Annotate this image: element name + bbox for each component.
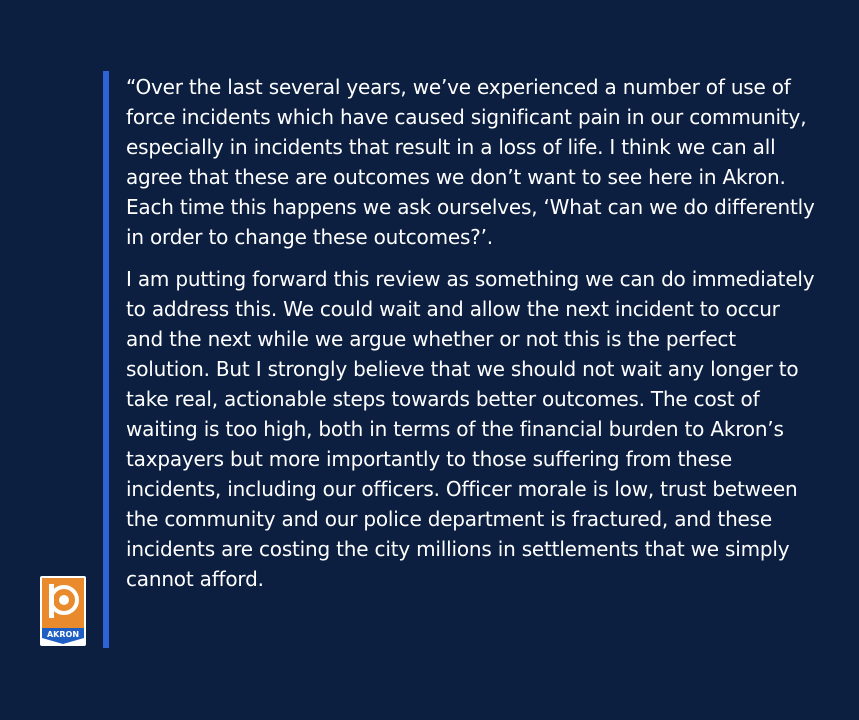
- quote-text: [126, 72, 816, 606]
- quote-paragraph-1: “Over the last several years, we’ve experienced a number of use of force incidents which have caused significant pain in our community, especially in incidents that result in a loss of life. I think we can all agree that these are outcomes we don’t want to see here in Akron. Each time this happens we ask ourselves, ‘What can we do differently in order to change these outcomes?’.: [126, 75, 815, 249]
- quote-accent-bar: [103, 71, 109, 648]
- akron-logo-text: AKRON: [46, 630, 80, 639]
- quote-paragraph-2: I am putting forward this review as something we can do immediately to address this. We could wait and allow the next incident to occur and the next while we argue whether or not this is the perfect solution. But I strongly believe that we should not wait any longer to take real, actionable steps towards better outcomes. The cost of waiting is too high, both in terms of the financial burden to Akron’s taxpayers but more importantly to those suffering from these incidents, including our officers. Officer morale is low, trust between the community and our police department is fractured, and these incidents are costing the city millions in settlements that we simply cannot afford.: [126, 267, 815, 591]
- akron-logo-icon: [40, 576, 86, 646]
- akron-logo: [40, 576, 86, 646]
